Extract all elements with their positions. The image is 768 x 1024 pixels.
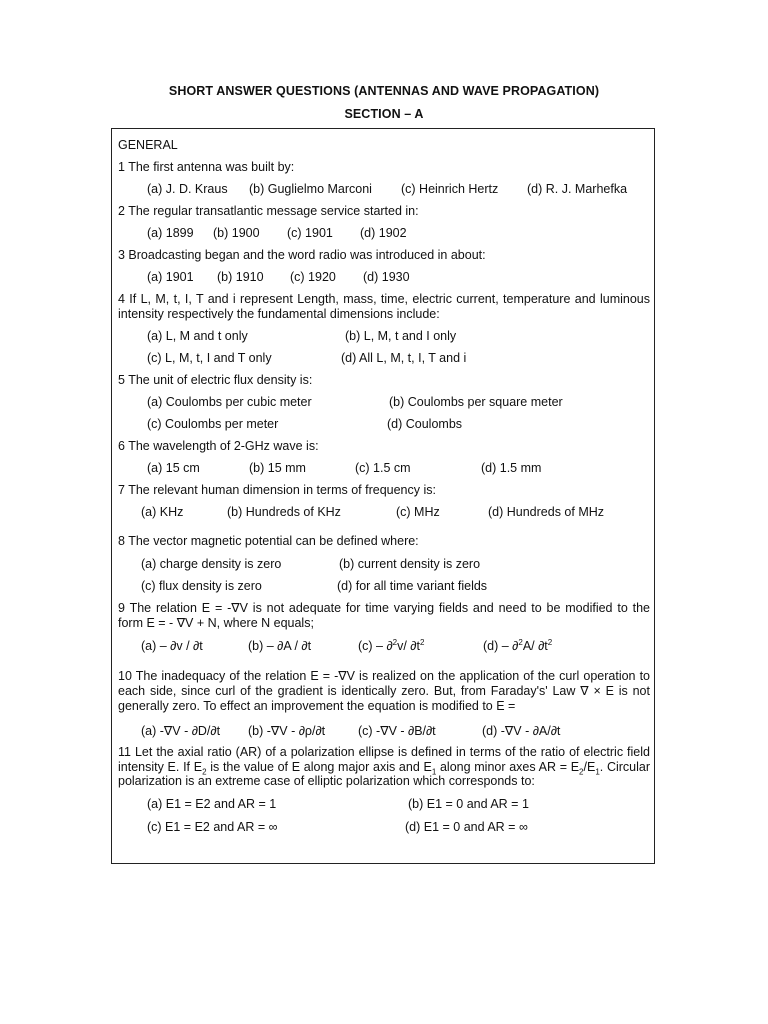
- q11-option-d: (d) E1 = 0 and AR = ∞: [405, 820, 528, 834]
- q3-option-c: (c) 1920: [290, 270, 336, 284]
- q9-option-a: (a) – ∂v / ∂t: [141, 639, 203, 653]
- document-title: SHORT ANSWER QUESTIONS (ANTENNAS AND WAVE PROPAGATION): [168, 84, 600, 98]
- question-4: 4 If L, M, t, I, T and i represent Length, mass, time, electric current, temperature and luminous intensity respectively the fundamental dimensions include:: [118, 292, 650, 321]
- question-7: 7 The relevant human dimension in terms of frequency is:: [118, 483, 436, 497]
- question-6: 6 The wavelength of 2-GHz wave is:: [118, 439, 319, 453]
- q5-option-a: (a) Coulombs per cubic meter: [147, 395, 312, 409]
- question-5: 5 The unit of electric flux density is:: [118, 373, 313, 387]
- q9-option-b: (b) – ∂A / ∂t: [248, 639, 312, 653]
- question-10: 10 The inadequacy of the relation E = -∇V is realized on the application of the curl operation to each side, since curl of the gradient is identically zero. But, from Faraday's' Law ∇ × E is not generally zero. To effect an improvement the equation is modified to E =: [118, 669, 650, 713]
- q1-option-a: (a) J. D. Kraus: [147, 182, 228, 196]
- q6-option-b: (b) 15 mm: [249, 461, 306, 475]
- q6-option-d: (d) 1.5 mm: [481, 461, 542, 475]
- q10-option-a: (a) -∇V - ∂D/∂t: [141, 724, 221, 738]
- q3-option-d: (d) 1930: [363, 270, 410, 284]
- q8-option-a: (a) charge density is zero: [141, 557, 282, 571]
- q6-option-a: (a) 15 cm: [147, 461, 200, 475]
- q4-option-a: (a) L, M and t only: [147, 329, 248, 343]
- q4-option-b: (b) L, M, t and I only: [345, 329, 457, 343]
- section-heading: SECTION – A: [344, 107, 424, 121]
- q9-option-c: (c) – ∂$^2$v/ $\partial t^2$: [358, 637, 425, 653]
- q3-option-b: (b) 1910: [217, 270, 264, 284]
- q11-option-b: (b) E1 = 0 and AR = 1: [408, 797, 529, 811]
- question-2: 2 The regular transatlantic message service started in:: [118, 204, 419, 218]
- q4-option-d: (d) All L, M, t, I, T and i: [341, 351, 467, 365]
- q1-option-d: (d) R. J. Marhefka: [527, 182, 628, 196]
- q10-option-d: (d) -∇V - ∂A/∂t: [482, 724, 561, 738]
- question-9: 9 The relation E = -∇V is not adequate for time varying fields and need to be modified to the form E = - ∇V + N, where N equals;: [118, 601, 650, 630]
- q8-option-d: (d) for all time variant fields: [337, 579, 488, 593]
- question-1: 1 The first antenna was built by:: [118, 160, 295, 174]
- q1-option-c: (c) Heinrich Hertz: [401, 182, 499, 196]
- q7-option-b: (b) Hundreds of KHz: [227, 505, 341, 519]
- q5-option-b: (b) Coulombs per square meter: [389, 395, 563, 409]
- q10-option-c: (c) -∇V - ∂B/∂t: [358, 724, 436, 738]
- q6-option-c: (c) 1.5 cm: [355, 461, 411, 475]
- q2-option-d: (d) 1902: [360, 226, 407, 240]
- q1-option-b: (b) Guglielmo Marconi: [249, 182, 372, 196]
- q7-option-d: (d) Hundreds of MHz: [488, 505, 605, 519]
- question-8: 8 The vector magnetic potential can be defined where:: [118, 534, 419, 548]
- q10-option-b: (b) -∇V - ∂ρ/∂t: [248, 724, 326, 738]
- questions-box: [111, 128, 655, 864]
- q2-option-a: (a) 1899: [147, 226, 194, 240]
- q7-option-c: (c) MHz: [396, 505, 440, 519]
- q2-option-c: (c) 1901: [287, 226, 333, 240]
- q3-option-a: (a) 1901: [147, 270, 194, 284]
- q8-option-b: (b) current density is zero: [339, 557, 481, 571]
- q5-option-c: (c) Coulombs per meter: [147, 417, 279, 431]
- q2-option-b: (b) 1900: [213, 226, 260, 240]
- q11-option-a: (a) E1 = E2 and AR = 1: [147, 797, 277, 811]
- question-11: 11 Let the axial ratio (AR) of a polarization ellipse is defined in terms of the ratio of electric field intensity E. If $E_2$ is the value of E along major axis and $E_1$ along minor axes AR = $E_2/E_1$. Circular polarization is an extreme case of elliptic polarization which corresponds to:: [118, 745, 650, 788]
- q9-option-d: (d) – ∂$^2$A/ $\partial t^2$: [483, 637, 553, 653]
- q7-option-a: (a) KHz: [141, 505, 184, 519]
- q11-option-c: (c) E1 = E2 and AR = ∞: [147, 820, 278, 834]
- q5-option-d: (d) Coulombs: [387, 417, 463, 431]
- question-3: 3 Broadcasting began and the word radio was introduced in about:: [118, 248, 486, 262]
- general-heading: GENERAL: [118, 138, 178, 152]
- q8-option-c: (c) flux density is zero: [141, 579, 262, 593]
- q4-option-c: (c) L, M, t, I and T only: [147, 351, 272, 365]
